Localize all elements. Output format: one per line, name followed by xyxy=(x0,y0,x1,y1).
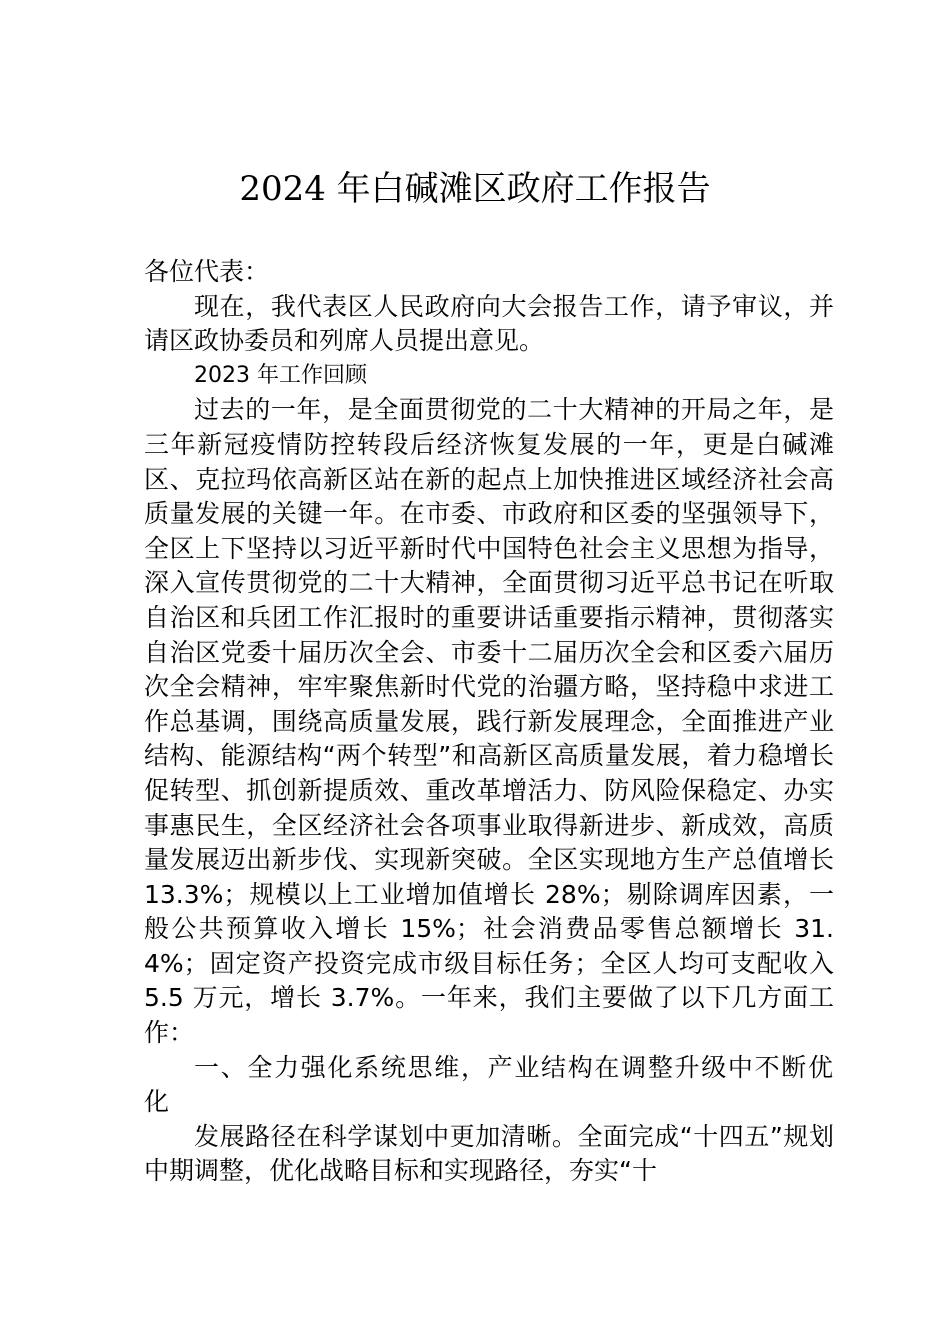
review-paragraph: 过去的一年，是全面贯彻党的二十大精神的开局之年，是三年新冠疫情防控转段后经济恢复发展的一年，更是白碱滩区、克拉玛依高新区站在新的起点上加快推进区域经济社会高质量发展的关键一年。在市委、市政府和区委的坚强领导下，全区上下坚持以习近平新时代中国特色社会主义思想为指导，深入宣传贯彻党的二十大精神，全面贯彻习近平总书记在听取自治区和兵团工作汇报时的重要讲话重要指示精神，贯彻落实自治区党委十届历次全会、市委十二届历次全会和区委六届历次全会精神，牢牢聚焦新时代党的治疆方略，坚持稳中求进工作总基调，围绕高质量发展，践行新发展理念，全面推进产业结构、能源结构“两个转型”和高新区高质量发展，着力稳增长促转型、抓创新提质效、重改革增活力、防风险保稳定、办实事惠民生，全区经济社会各项事业取得新进步、新成效，高质量发展迈出新步伐、实现新突破。全区实现地方生产总值增长 13.3%；规模以上工业增加值增长 28%；剔除调库因素，一般公共预算收入增长 15%；社会消费品零售总额增长 31.4%；固定资产投资完成市级目标任务；全区人均可支配收入 5.5 万元，增长 3.7%。一年来，我们主要做了以下几方面工作： xyxy=(144,395,834,1048)
section-title: 2023 年工作回顾 xyxy=(194,362,367,388)
document-title: 2024 年白碱滩区政府工作报告 xyxy=(239,169,711,209)
heading-one: 一、全力强化系统思维，产业结构在调整升级中不断优化 xyxy=(144,1052,834,1117)
opening-paragraph: 现在，我代表区人民政府向大会报告工作，请予审议，并请区政协委员和列席人员提出意见。 xyxy=(144,291,834,356)
paragraph-two: 发展路径在科学谋划中更加清晰。全面完成“十四五”规划中期调整，优化战略目标和实现路径，夯实“十 xyxy=(144,1121,834,1186)
salutation: 各位代表： xyxy=(144,257,270,286)
document-body xyxy=(144,255,834,1189)
